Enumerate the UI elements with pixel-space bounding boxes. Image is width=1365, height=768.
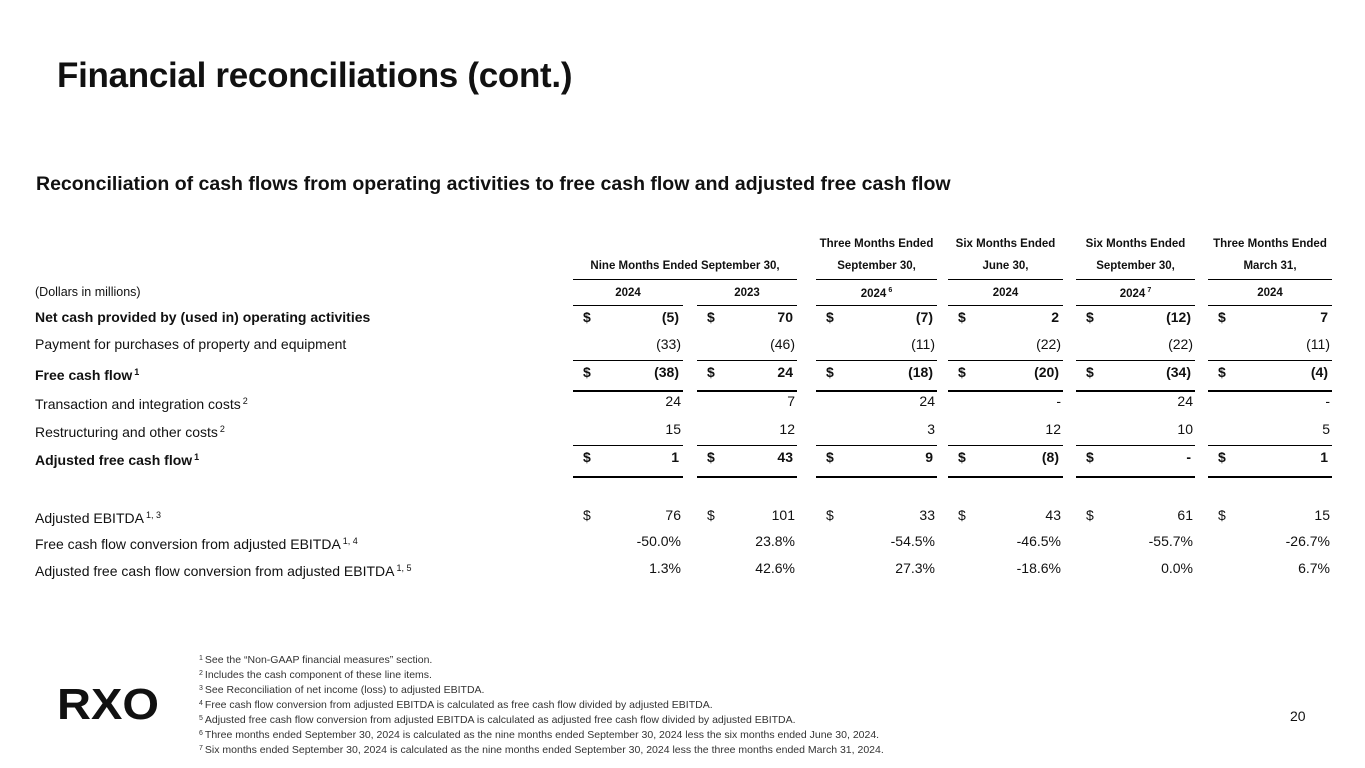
- total-rule: [948, 476, 1063, 478]
- row-footnote-ref: 2: [242, 396, 248, 406]
- table-cell: [583, 392, 681, 410]
- table-cell: [958, 448, 1059, 466]
- cell-value: 43: [1045, 507, 1061, 523]
- cell-value: (7): [915, 309, 933, 325]
- table-cell: [958, 506, 1061, 524]
- row-label-text: Transaction and integration costs: [35, 396, 241, 412]
- cell-value: 1: [671, 449, 679, 465]
- total-rule: [573, 445, 683, 446]
- footnotes: [199, 652, 884, 757]
- cell-value: -: [1186, 449, 1191, 465]
- row-footnote-ref: 1, 5: [396, 563, 412, 573]
- table-cell: [1086, 308, 1191, 326]
- table-cell: [1086, 392, 1193, 410]
- period-header-line2: March 31,: [1243, 260, 1297, 272]
- total-rule: [1208, 445, 1332, 446]
- total-rule: [697, 445, 797, 446]
- currency-symbol: $: [1086, 309, 1094, 325]
- table-cell: [707, 308, 793, 326]
- table-cell: [826, 335, 935, 353]
- table-cell: [707, 363, 793, 381]
- row-footnote-ref: 1: [194, 452, 200, 462]
- cell-value: (22): [1036, 336, 1061, 352]
- year-rule: [1076, 305, 1195, 306]
- cell-value: 24: [1177, 393, 1193, 409]
- table-cell: [826, 506, 935, 524]
- currency-symbol: $: [958, 309, 966, 325]
- cell-value: 70: [777, 309, 793, 325]
- currency-symbol: $: [707, 309, 715, 325]
- cell-value: 6.7%: [1298, 560, 1330, 576]
- row-label-text: Adjusted free cash flow conversion from adjusted EBITDA: [35, 563, 395, 579]
- currency-symbol: $: [707, 449, 715, 465]
- table-cell: [958, 308, 1059, 326]
- footnote-text: Three months ended September 30, 2024 is calculated as the nine months ended September 30, 2024 less the six months ended June 30, 2024.: [204, 729, 880, 741]
- table-cell: [1218, 363, 1328, 381]
- table-cell: [1218, 308, 1328, 326]
- header-rule: [948, 279, 1063, 280]
- table-cell: [707, 448, 793, 466]
- currency-symbol: $: [707, 364, 715, 380]
- table-cell: [958, 392, 1061, 410]
- total-rule: [948, 360, 1063, 361]
- total-rule: [697, 476, 797, 478]
- table-cell: [958, 532, 1061, 550]
- cell-value: -55.7%: [1148, 533, 1193, 549]
- cell-value: 1: [1320, 449, 1328, 465]
- row-label-text: Net cash provided by (used in) operating activities: [35, 309, 371, 325]
- table-cell: [1218, 392, 1330, 410]
- footnote: [199, 727, 884, 742]
- period-header-line2: June 30,: [982, 260, 1029, 272]
- table-cell: [1218, 448, 1328, 466]
- table-cell: [1086, 448, 1191, 466]
- total-rule: [816, 360, 937, 361]
- currency-symbol: $: [958, 364, 966, 380]
- table-cell: [958, 559, 1061, 577]
- total-rule: [573, 360, 683, 361]
- total-rule: [948, 390, 1063, 392]
- row-label: [35, 392, 248, 413]
- cell-value: 24: [919, 393, 935, 409]
- table-cell: [707, 506, 795, 524]
- cell-value: -18.6%: [1016, 560, 1061, 576]
- cell-value: 1.3%: [649, 560, 681, 576]
- cell-value: 33: [919, 507, 935, 523]
- cell-value: (22): [1168, 336, 1193, 352]
- currency-symbol: $: [958, 449, 966, 465]
- year-text: 2024: [860, 288, 887, 300]
- header-rule: [816, 279, 937, 280]
- table-cell: [958, 420, 1061, 438]
- table-cell: [707, 532, 795, 550]
- row-label: [35, 559, 412, 580]
- cell-value: 15: [1314, 507, 1330, 523]
- footnote: [199, 697, 884, 712]
- currency-symbol: $: [583, 364, 591, 380]
- period-header-line1: Three Months Ended: [1213, 238, 1327, 250]
- total-rule: [816, 445, 937, 446]
- table-cell: [707, 392, 795, 410]
- column-year-header: [697, 287, 797, 299]
- footnote-text: See Reconciliation of net income (loss) to adjusted EBITDA.: [204, 684, 485, 696]
- table-cell: [958, 363, 1059, 381]
- year-footnote-ref: 7: [1147, 287, 1152, 294]
- total-rule: [948, 445, 1063, 446]
- currency-symbol: $: [1218, 449, 1226, 465]
- cell-value: 76: [665, 507, 681, 523]
- row-label-text: Adjusted free cash flow: [35, 452, 193, 468]
- footnote: [199, 667, 884, 682]
- footnote: [199, 712, 884, 727]
- row-label: [35, 532, 358, 553]
- footnote: [199, 742, 884, 757]
- total-rule: [573, 390, 683, 392]
- year-text: 2024: [1119, 288, 1146, 300]
- year-rule: [948, 305, 1063, 306]
- row-label-text: Free cash flow: [35, 367, 133, 383]
- column-year-header: [948, 287, 1063, 299]
- currency-symbol: $: [1086, 364, 1094, 380]
- row-label: [35, 506, 161, 527]
- currency-symbol: $: [1218, 309, 1226, 325]
- cell-value: (8): [1041, 449, 1059, 465]
- table-cell: [826, 532, 935, 550]
- table-cell: [583, 559, 681, 577]
- footnote-text: Includes the cash component of these line items.: [204, 669, 432, 681]
- table-cell: [1086, 363, 1191, 381]
- footnote-number: 6: [199, 730, 203, 737]
- year-text: 2024: [615, 287, 641, 299]
- total-rule: [816, 390, 937, 392]
- currency-symbol: $: [707, 507, 715, 523]
- page-number: 20: [1290, 708, 1306, 724]
- footnote-number: 2: [199, 670, 203, 677]
- cell-value: 27.3%: [895, 560, 935, 576]
- total-rule: [1076, 390, 1195, 392]
- year-text: 2024: [992, 287, 1019, 299]
- currency-symbol: $: [583, 507, 591, 523]
- footnote: [199, 652, 884, 667]
- column-year-header: [573, 287, 683, 299]
- cell-value: -54.5%: [890, 533, 935, 549]
- cell-value: (11): [1306, 336, 1330, 352]
- year-text: 2024: [1257, 287, 1283, 299]
- footnote-number: 3: [199, 685, 203, 692]
- page-title: Financial reconciliations (cont.): [57, 56, 573, 95]
- total-rule: [697, 390, 797, 392]
- cell-value: (5): [661, 309, 679, 325]
- cell-value: 9: [925, 449, 933, 465]
- units-label: (Dollars in millions): [35, 285, 141, 299]
- column-year-header: [1076, 287, 1195, 300]
- total-rule: [573, 476, 683, 478]
- currency-symbol: $: [1086, 507, 1094, 523]
- cell-value: -26.7%: [1285, 533, 1330, 549]
- footnote-text: See the “Non-GAAP financial measures” section.: [204, 654, 433, 666]
- cell-value: (38): [654, 364, 679, 380]
- table-cell: [826, 559, 935, 577]
- cell-value: (12): [1166, 309, 1191, 325]
- cell-value: 12: [779, 421, 795, 437]
- table-cell: [826, 308, 933, 326]
- total-rule: [697, 360, 797, 361]
- header-rule: [573, 279, 797, 280]
- year-text: 2023: [734, 287, 760, 299]
- table-cell: [826, 363, 933, 381]
- table-cell: [958, 335, 1061, 353]
- currency-symbol: $: [1218, 364, 1226, 380]
- cell-value: -: [1056, 393, 1061, 409]
- header-rule: [1076, 279, 1195, 280]
- table-cell: [707, 420, 795, 438]
- logo-wordmark: RXO: [57, 684, 159, 724]
- cell-value: 3: [927, 421, 935, 437]
- row-label-text: Restructuring and other costs: [35, 424, 218, 440]
- cell-value: (33): [656, 336, 681, 352]
- cell-value: 43: [777, 449, 793, 465]
- table-cell: [707, 335, 795, 353]
- column-year-header: [1208, 287, 1332, 299]
- cell-value: 5: [1322, 421, 1330, 437]
- footnote-text: Free cash flow conversion from adjusted EBITDA is calculated as free cash flow divided by adjusted EBITDA.: [204, 699, 713, 711]
- table-cell: [1218, 420, 1330, 438]
- cell-value: 7: [787, 393, 795, 409]
- table-cell: [1086, 559, 1193, 577]
- total-rule: [1076, 445, 1195, 446]
- currency-symbol: $: [583, 309, 591, 325]
- row-label: [35, 363, 139, 384]
- footnote-number: 7: [199, 745, 203, 752]
- row-footnote-ref: 2: [219, 424, 225, 434]
- rxo-logo: [57, 684, 160, 724]
- footnote-number: 5: [199, 715, 203, 722]
- period-header-line2: September 30,: [837, 260, 916, 272]
- currency-symbol: $: [826, 507, 834, 523]
- period-header-line1: Six Months Ended: [1085, 238, 1186, 250]
- table-cell: [1086, 335, 1193, 353]
- total-rule: [816, 476, 937, 478]
- row-label: [35, 335, 346, 353]
- table-cell: [826, 392, 935, 410]
- cell-value: -50.0%: [636, 533, 681, 549]
- cell-value: 10: [1177, 421, 1193, 437]
- cell-value: -46.5%: [1016, 533, 1061, 549]
- cell-value: 15: [665, 421, 681, 437]
- table-cell: [583, 448, 679, 466]
- period-header-line2: Nine Months Ended September 30,: [590, 260, 780, 272]
- cell-value: 12: [1045, 421, 1061, 437]
- footnote-number: 4: [199, 700, 203, 707]
- table-cell: [1086, 532, 1193, 550]
- period-header-line2: September 30,: [1096, 260, 1175, 272]
- cell-value: 0.0%: [1161, 560, 1193, 576]
- table-cell: [583, 335, 681, 353]
- total-rule: [1076, 360, 1195, 361]
- currency-symbol: $: [826, 309, 834, 325]
- cell-value: (20): [1034, 364, 1059, 380]
- cell-value: 7: [1320, 309, 1328, 325]
- currency-symbol: $: [826, 449, 834, 465]
- row-label-text: Free cash flow conversion from adjusted EBITDA: [35, 536, 341, 552]
- cell-value: 24: [665, 393, 681, 409]
- row-footnote-ref: 1, 4: [342, 536, 358, 546]
- header-rule: [1208, 279, 1332, 280]
- currency-symbol: $: [958, 507, 966, 523]
- cell-value: 2: [1051, 309, 1059, 325]
- cell-value: 61: [1177, 507, 1193, 523]
- table-cell: [1086, 420, 1193, 438]
- row-footnote-ref: 1: [134, 367, 140, 377]
- cell-value: (46): [770, 336, 795, 352]
- cell-value: 101: [771, 507, 795, 523]
- footnote-number: 1: [199, 655, 203, 662]
- table-cell: [826, 448, 933, 466]
- footnote-text: Adjusted free cash flow conversion from adjusted EBITDA is calculated as adjusted free cash flow divided by adjusted EBITDA.: [204, 714, 796, 726]
- table-title: Reconciliation of cash flows from operating activities to free cash flow and adjusted free cash flow: [36, 173, 951, 195]
- table-cell: [583, 532, 681, 550]
- table-cell: [583, 363, 679, 381]
- row-label: [35, 308, 370, 326]
- table-cell: [583, 506, 681, 524]
- period-header-line1: Three Months Ended: [819, 238, 934, 250]
- table-cell: [583, 308, 679, 326]
- total-rule: [1208, 390, 1332, 392]
- currency-symbol: $: [1086, 449, 1094, 465]
- table-cell: [583, 420, 681, 438]
- total-rule: [1076, 476, 1195, 478]
- column-year-header: [816, 287, 937, 300]
- period-header-line1: Six Months Ended: [955, 238, 1056, 250]
- cell-value: 42.6%: [755, 560, 795, 576]
- table-cell: [1218, 506, 1330, 524]
- table-cell: [1218, 532, 1330, 550]
- table-cell: [707, 559, 795, 577]
- cell-value: (11): [911, 336, 935, 352]
- cell-value: 24: [777, 364, 793, 380]
- cell-value: (4): [1310, 364, 1328, 380]
- row-label-text: Payment for purchases of property and equipment: [35, 336, 347, 352]
- table-cell: [826, 420, 935, 438]
- row-footnote-ref: 1, 3: [145, 510, 161, 520]
- table-cell: [1086, 506, 1193, 524]
- cell-value: (34): [1166, 364, 1191, 380]
- table-cell: [1218, 335, 1330, 353]
- total-rule: [1208, 476, 1332, 478]
- year-rule: [816, 305, 937, 306]
- year-rule: [573, 305, 683, 306]
- row-label-text: Adjusted EBITDA: [35, 510, 144, 526]
- currency-symbol: $: [583, 449, 591, 465]
- row-label: [35, 448, 199, 469]
- cell-value: -: [1325, 393, 1330, 409]
- row-label: [35, 420, 225, 441]
- total-rule: [1208, 360, 1332, 361]
- footnote: [199, 682, 884, 697]
- year-footnote-ref: 6: [888, 287, 893, 294]
- cell-value: 23.8%: [755, 533, 795, 549]
- footnote-text: Six months ended September 30, 2024 is calculated as the nine months ended September 30, 2024 less the three months ended March 31, 2024.: [204, 744, 884, 756]
- year-rule: [1208, 305, 1332, 306]
- table-cell: [1218, 559, 1330, 577]
- year-rule: [697, 305, 797, 306]
- currency-symbol: $: [1218, 507, 1226, 523]
- cell-value: (18): [908, 364, 933, 380]
- currency-symbol: $: [826, 364, 834, 380]
